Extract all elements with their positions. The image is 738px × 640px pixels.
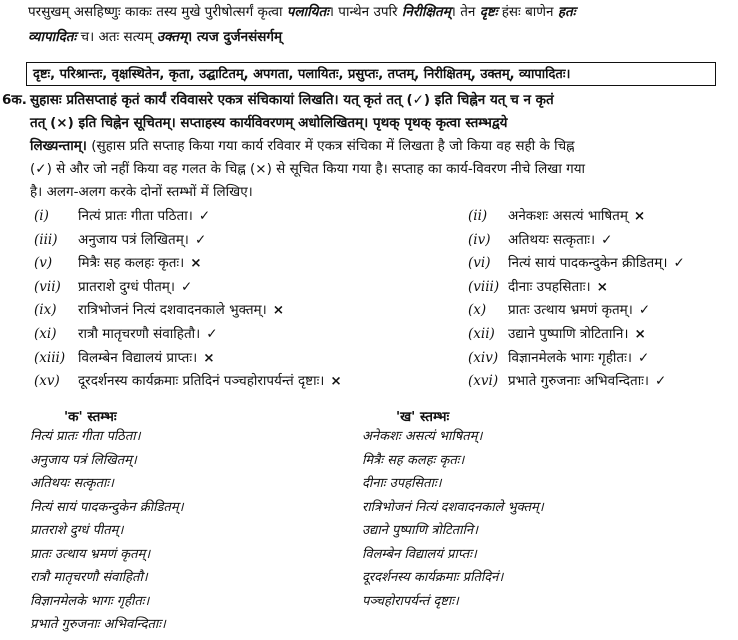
- passage-line-1: [28, 2, 732, 23]
- column-kha-heading: 'ख' स्तम्भः: [396, 409, 450, 425]
- passage-text: परसुखम् असहिष्णुः काकः तस्य मुखे पुरीषोत्सर्गं कृत्वा: [28, 4, 287, 20]
- cross-mark-icon: ×: [272, 302, 285, 319]
- cross-mark-icon: ×: [633, 208, 646, 224]
- work-item: [34, 347, 215, 369]
- item-number: (ii): [468, 208, 488, 224]
- passage-line-2: [28, 27, 732, 48]
- question-translation: (सुहास प्रति सप्ताह किया गया कार्य रविवार में एकत्र संचिका में लिखता है जो किया वह सही के चिह्न: [86, 138, 575, 154]
- column-kha-item: उद्याने पुष्पाणि त्रोटितानि।: [362, 523, 478, 538]
- question-line-5: है। अलग-अलग करके दोनों स्तम्भों में लिखिए।: [30, 184, 253, 200]
- column-ka-item: अनुजाय पत्रं लिखितम्।: [30, 452, 137, 468]
- check-mark-icon: ✓: [194, 231, 207, 248]
- work-item: [468, 370, 666, 392]
- item-number: (iii): [34, 231, 58, 248]
- column-ka-item: विज्ञानमेलके भागः गृहीतः।: [30, 593, 150, 609]
- question-text: लिख्यन्ताम्।: [30, 138, 87, 154]
- item-number: (vii): [34, 278, 61, 295]
- column-ka-item: प्रातराशे दुग्धं पीतम्।: [30, 523, 124, 538]
- work-item: [34, 229, 206, 251]
- work-item: [34, 252, 202, 274]
- item-number: (viii): [468, 278, 500, 295]
- column-ka-heading: 'क' स्तम्भः: [64, 409, 117, 425]
- item-number: (xi): [34, 326, 57, 342]
- column-kha-item: दीनाः उपहसिताः।: [362, 476, 442, 491]
- question-line-3: [30, 136, 732, 157]
- question-number: 6क.: [2, 92, 27, 108]
- passage-text: । पान्थेन उपरि: [328, 4, 402, 20]
- cross-mark-icon: ×: [596, 278, 608, 295]
- check-mark-icon: ✓: [198, 208, 211, 224]
- item-text: अनुजाय पत्रं लिखितम्।: [78, 231, 189, 248]
- column-ka-item: नित्यं प्रातः गीता पठिता।: [30, 429, 141, 444]
- column-kha-item: रात्रिभोजनं नित्यं दशवादनकाले भुक्तम्।: [362, 499, 544, 515]
- check-mark-icon: ✓: [673, 255, 685, 272]
- item-number: (xii): [468, 326, 495, 342]
- check-mark-icon: ✓: [638, 302, 651, 319]
- column-kha-item: मित्रैः सह कलहः कृतः।: [362, 452, 465, 468]
- item-text: प्रभाते गुरुजनाः अभिवन्दिताः।: [508, 373, 650, 390]
- item-text: दीनाः उपहसिताः।: [508, 278, 591, 295]
- check-mark-icon: ✓: [206, 326, 218, 342]
- item-number: (iv): [468, 231, 491, 248]
- bold-word: दृष्टः: [479, 4, 498, 20]
- column-kha-item: पञ्चहोरापर्यन्तं दृष्टाः।: [362, 593, 459, 609]
- work-item: [34, 205, 210, 227]
- bold-word: व्यापादितः: [28, 29, 77, 45]
- item-text: अनेकशः असत्यं भाषितम्: [508, 208, 628, 224]
- passage-text: । तेन: [450, 4, 480, 20]
- item-number: (xiv): [468, 349, 499, 366]
- column-ka-item: प्रातः उत्थाय भ्रमणं कृतम्।: [30, 546, 151, 562]
- item-number: (vi): [468, 255, 491, 272]
- passage-text: हंसः बाणेन: [497, 4, 558, 20]
- column-kha-item: अनेकशः असत्यं भाषितम्।: [362, 429, 483, 444]
- item-text: प्रातराशे दुग्धं पीतम्।: [78, 278, 175, 295]
- work-item: [468, 276, 608, 298]
- cross-mark-icon: ×: [634, 326, 646, 342]
- work-item: [468, 205, 645, 227]
- work-item: [34, 299, 284, 321]
- item-text: रात्रिभोजनं नित्यं दशवादनकाले भुक्तम्।: [78, 302, 267, 319]
- check-mark-icon: ✓: [637, 349, 650, 366]
- item-text: विज्ञानमेलके भागः गृहीतः।: [508, 349, 632, 366]
- check-mark-icon: ✓: [655, 373, 667, 390]
- column-kha-item: विलम्बेन विद्यालयं प्राप्तः।: [362, 546, 477, 562]
- item-text: प्रातः उत्थाय भ्रमणं कृतम्।: [508, 302, 633, 319]
- item-number: (v): [34, 255, 53, 272]
- work-item: [468, 323, 646, 345]
- cross-mark-icon: ×: [330, 373, 342, 390]
- item-number: (xvi): [468, 373, 499, 390]
- cross-mark-icon: ×: [190, 255, 202, 272]
- bold-word: । त्यज दुर्जनसंसर्गम्: [187, 29, 283, 45]
- column-ka-item: रात्रौ मातृचरणौ संवाहितौ।: [30, 570, 148, 585]
- column-ka-item: अतिथयः सत्कृताः।: [30, 476, 114, 491]
- question-line-1: सुहासः प्रतिसप्ताहं कृतं कार्यं रविवासरे एकत्र संचिकायां लिखति। यत् कृतं तत् (✓) इति चिह्नेन यत् च न कृतं: [30, 92, 554, 108]
- item-number: (xiii): [34, 349, 66, 366]
- work-item: [34, 276, 192, 298]
- item-number: (x): [468, 302, 487, 319]
- item-number: (xv): [34, 373, 60, 390]
- item-text: नित्यं प्रातः गीता पठिता।: [78, 208, 193, 224]
- vocabulary-box: दृष्टः, परिश्रान्तः, वृक्षस्थितेन, कृता, उद्घाटितम्, अपगता, पलायितः, प्रसुप्तः, तप्तम्, निरीक्षितम्, उक्तम्, व्यापादितः।: [26, 62, 716, 86]
- item-text: अतिथयः सत्कृताः।: [508, 231, 596, 248]
- item-number: (i): [34, 208, 49, 224]
- cross-mark-icon: ×: [203, 349, 215, 366]
- work-item: [34, 370, 342, 392]
- work-item: [468, 229, 612, 251]
- question-line-2: तत् (×) इति चिह्नेन सूचितम्। सप्ताहस्य कार्यविवरणम् अधोलिखितम्। पृथक् पृथक् कृत्वा स्तम्भद्वये: [30, 115, 508, 131]
- bold-word: निरीक्षितम्: [401, 4, 451, 20]
- item-text: नित्यं सायं पादकन्दुकेन क्रीडितम्।: [508, 255, 668, 272]
- column-kha-item: दूरदर्शनस्य कार्यक्रमाः प्रतिदिनं।: [362, 570, 504, 585]
- item-text: उद्याने पुष्पाणि त्रोटितानि।: [508, 326, 629, 342]
- column-ka-item: नित्यं सायं पादकन्दुकेन क्रीडितम्।: [30, 499, 184, 515]
- bold-word: हतः: [557, 4, 576, 20]
- item-text: विलम्बेन विद्यालयं प्राप्तः।: [78, 349, 198, 366]
- column-ka-item: प्रभाते गुरुजनाः अभिवन्दिताः।: [30, 617, 166, 632]
- bold-word: उक्तम्: [156, 29, 188, 45]
- work-item: [468, 347, 649, 369]
- item-text: दूरदर्शनस्य कार्यक्रमाः प्रतिदिनं पञ्चहोरापर्यन्तं दृष्टाः।: [78, 373, 325, 390]
- work-item: [468, 252, 685, 274]
- question-line-4: (✓) से और जो नहीं किया वह गलत के चिह्न (×) से सूचित किया गया है। सप्ताह का कार्य-विवरण नीचे लिखा गया: [30, 161, 586, 177]
- check-mark-icon: ✓: [601, 231, 613, 248]
- passage-text: च। अतः सत्यम्: [76, 29, 157, 45]
- item-text: मित्रैः सह कलहः कृतः।: [78, 255, 185, 272]
- bold-word: पलायितः: [286, 4, 329, 20]
- item-number: (ix): [34, 302, 57, 319]
- item-text: रात्रौ मातृचरणौ संवाहितौ।: [78, 326, 201, 342]
- work-item: [468, 299, 650, 321]
- work-item: [34, 323, 218, 345]
- check-mark-icon: ✓: [180, 278, 193, 295]
